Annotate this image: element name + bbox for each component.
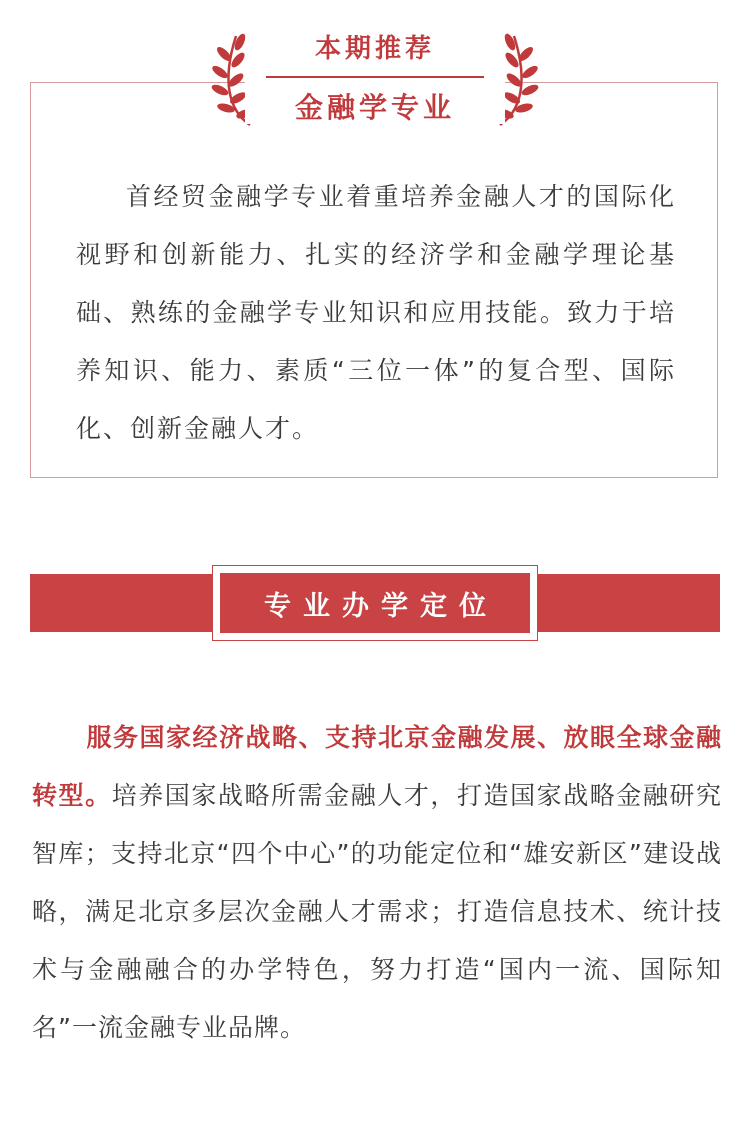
intro-paragraph: 首经贸金融学专业着重培养金融人才的国际化视野和创新能力、扎实的经济学和金融学理论基础、熟练的金融学专业知识和应用技能。致力于培养知识、能力、素质“三位一体”的复合型、国际化、创新金融人才。 xyxy=(76,182,676,443)
section-title: 专业办学定位 xyxy=(264,590,498,622)
section-paragraph xyxy=(32,709,722,1057)
section-title-box xyxy=(220,573,530,633)
recommend-label: 本期推荐 xyxy=(314,34,435,64)
header xyxy=(0,0,750,130)
title-divider xyxy=(266,76,484,78)
major-title: 金融学专业 xyxy=(294,91,455,124)
section-lead: 服务国家经济战略、支持北京金融发展、放眼全球金融转型。 xyxy=(32,723,722,810)
section-body: 培养国家战略所需金融人才，打造国家战略金融研究智库；支持北京“四个中心”的功能定位和“雄安新区”建设战略，满足北京多层次金融人才需求；打造信息技术、统计技术与金融融合的办学特色，努力打造“国内一流、国际知名”一流金融专业品牌。 xyxy=(32,781,722,1042)
